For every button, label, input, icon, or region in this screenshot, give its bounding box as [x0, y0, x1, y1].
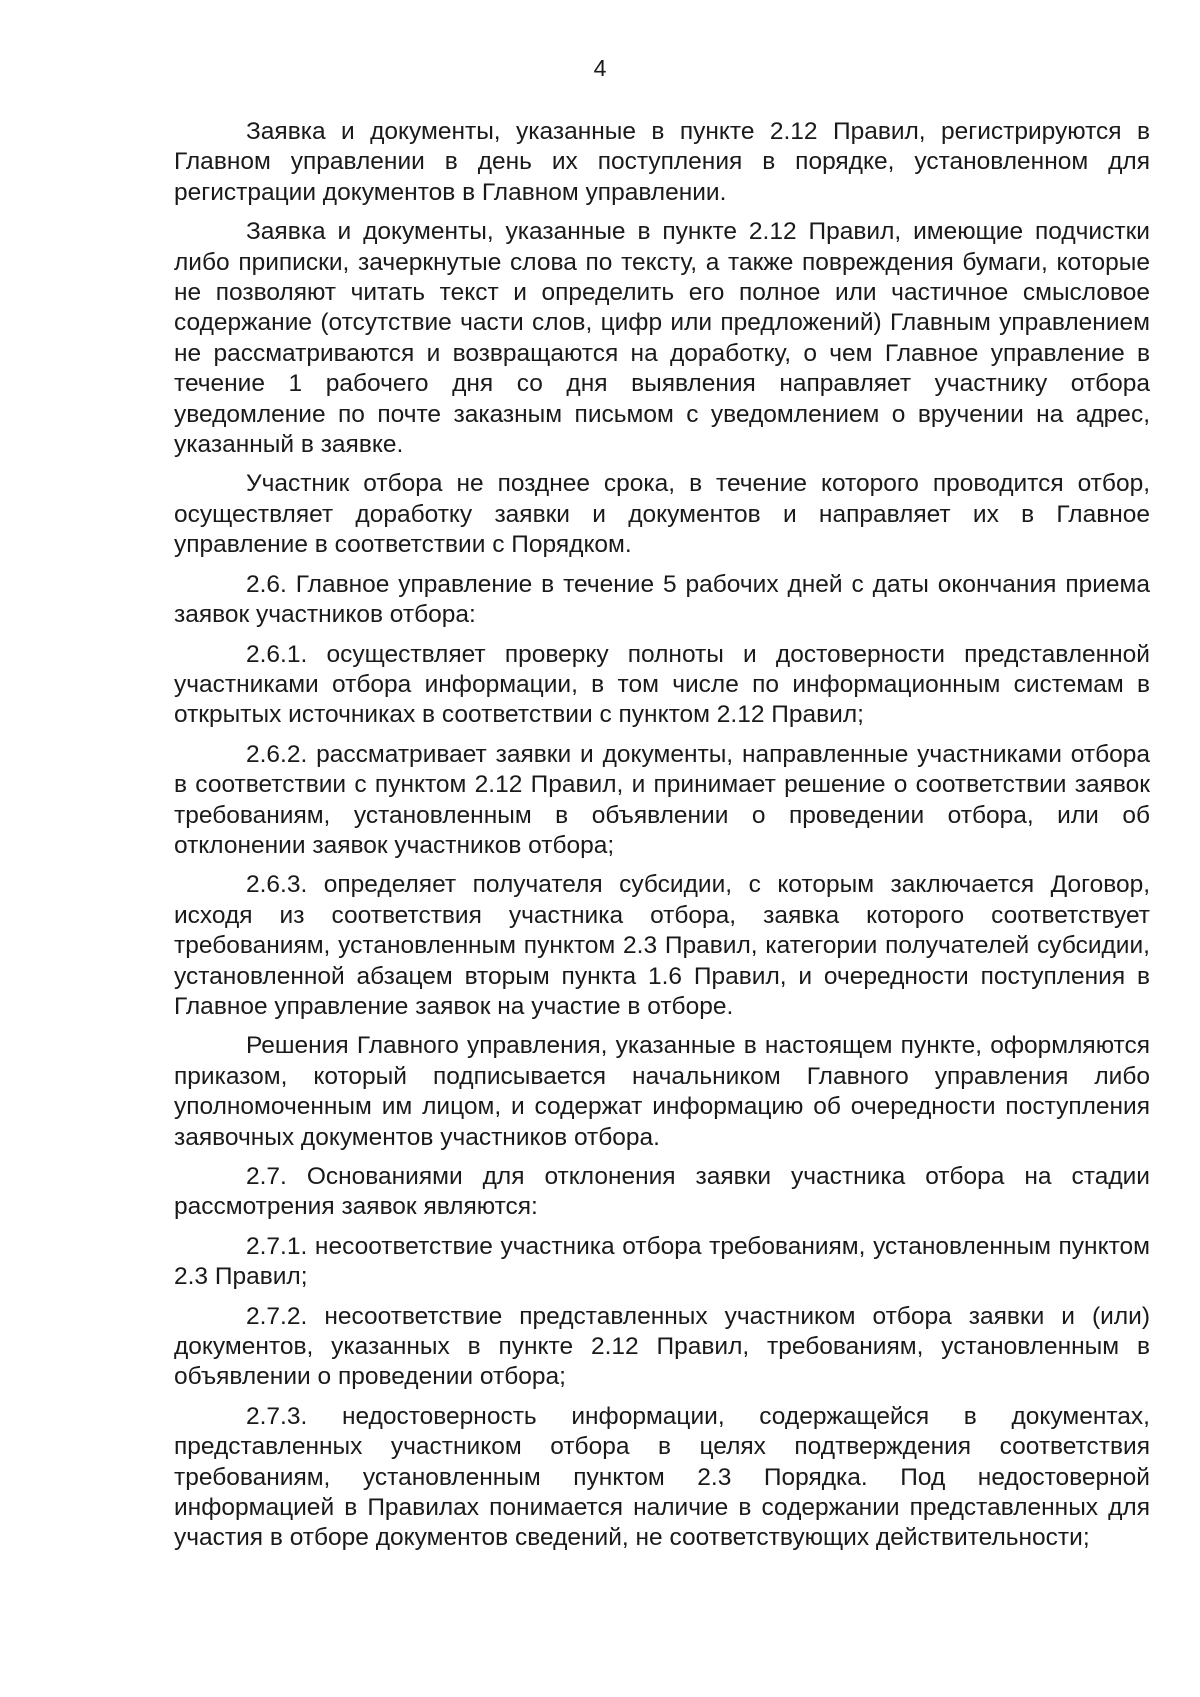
paragraph: 2.7.1. несоответствие участника отбора требованиям, установленным пунктом 2.3 Правил;	[174, 1232, 1150, 1291]
paragraph: Решения Главного управления, указанные в настоящем пункте, оформляются приказом, который подписывается начальником Главного управления либо уполномоченным им лицом, и содержат информацию об очередности поступления заявочных документов участников отбора.	[174, 1032, 1150, 1151]
paragraph: 2.6.1. осуществляет проверку полноты и достоверности представленной участниками отбора информации, в том числе по информационным системам в открытых источниках в соответствии с пунктом 2.12 Правил;	[174, 640, 1150, 729]
paragraph: Заявка и документы, указанные в пункте 2.12 Правил, имеющие подчистки либо приписки, зачеркнутые слова по тексту, а также повреждения бумаги, которые не позволяют читать текст и определить его полное или частичное смысловое содержание (отсутствие части слов, цифр или предложений) Главным управлением не рассматриваются и возвращаются на доработку, о чем Главное управление в течение 1 рабочего дня со дня выявления направляет участнику отбора уведомление по почте заказным письмом с уведомлением о вручении на адрес, указанный в заявке.	[174, 218, 1150, 459]
paragraph: Заявка и документы, указанные в пункте 2.12 Правил, регистрируются в Главном управлении в день их поступления в порядке, установленном для регистрации документов в Главном управлении.	[174, 118, 1150, 206]
paragraph: 2.6.2. рассматривает заявки и документы, направленные участниками отбора в соответствии с пунктом 2.12 Правил, и принимает решение о соответствии заявок требованиям, установленным в объявлении о проведении отбора, или об отклонении заявок участников отбора;	[174, 740, 1150, 859]
paragraph: 2.6.3. определяет получателя субсидии, с которым заключается Договор, исходя из соответствия участника отбора, заявка которого соответствует требованиям, установленным пунктом 2.3 Правил, категории получателей субсидии, установленной абзацем вторым пункта 1.6 Правил, и очередности поступления в Главное управление заявок на участие в отборе.	[174, 871, 1150, 1020]
paragraph: 2.6. Главное управление в течение 5 рабочих дней с даты окончания приема заявок участников отбора:	[174, 570, 1150, 629]
paragraph: 2.7.2. несоответствие представленных участником отбора заявки и (или) документов, указанных в пункте 2.12 Правил, требованиям, установленным в объявлении о проведении отбора;	[174, 1302, 1150, 1391]
paragraph: 2.7. Основаниями для отклонения заявки участника отбора на стадии рассмотрения заявок являются:	[174, 1163, 1150, 1221]
document-body	[174, 117, 1150, 1554]
paragraph: Участник отбора не позднее срока, в течение которого проводится отбор, осуществляет доработку заявки и документов и направляет их в Главное управление в соответствии с Порядком.	[174, 470, 1150, 559]
paragraph: 2.7.3. недостоверность информации, содержащейся в документах, представленных участником отбора в целях подтверждения соответствия требованиям, установленным пунктом 2.3 Порядка. Под недостоверной информацией в Правилах понимается наличие в содержании представленных для участия в отборе документов сведений, не соответствующих действительности;	[174, 1402, 1150, 1552]
page-number: 4	[593, 55, 607, 81]
